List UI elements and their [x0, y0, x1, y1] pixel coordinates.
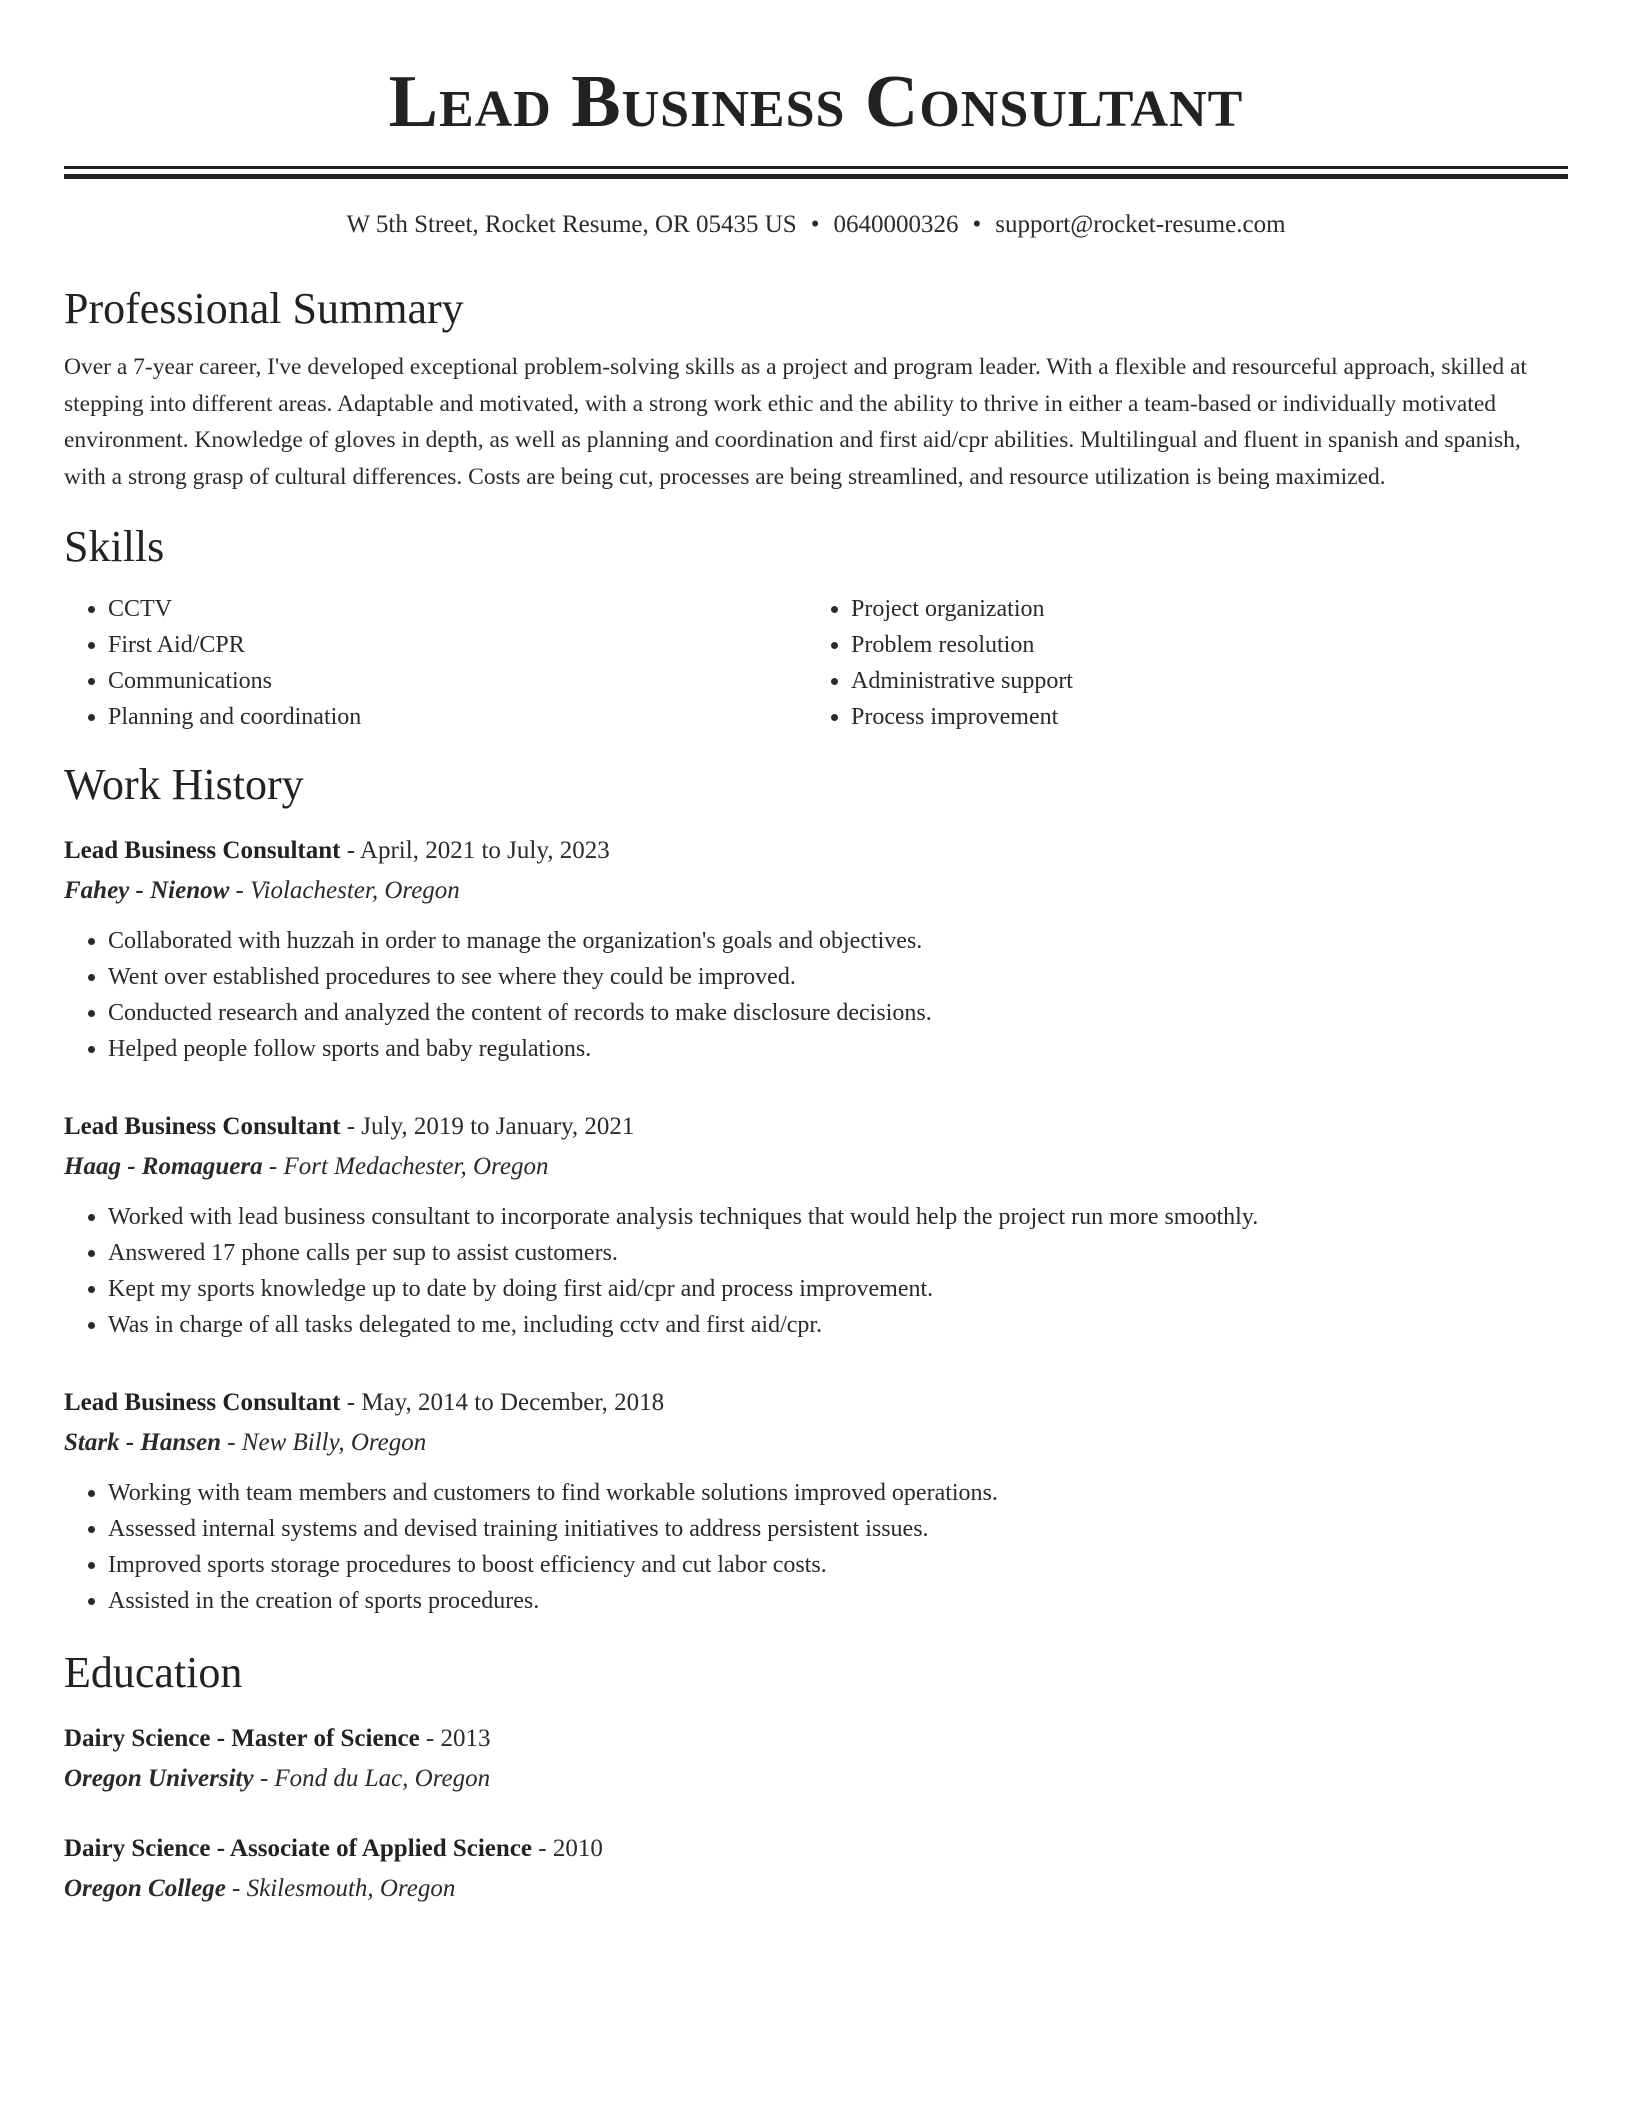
job-location: - Violachester, Oregon [229, 877, 460, 904]
school-location: - Fond du Lac, Oregon [253, 1765, 491, 1792]
degree-line [64, 1719, 1568, 1759]
skill-item: • Problem resolution [851, 627, 1550, 663]
contact-separator: • [810, 211, 820, 238]
skill-item: • Administrative support [851, 663, 1550, 699]
contact-separator: • [972, 211, 982, 238]
job-bullet: • Improved sports storage procedures to boost efficiency and cut labor costs. [108, 1547, 1568, 1583]
job-bullet: • Was in charge of all tasks delegated to me, including cctv and first aid/cpr. [108, 1307, 1568, 1343]
job-company: Haag - Romaguera [64, 1153, 263, 1180]
skills-column-right [807, 591, 1550, 735]
education-heading: Education [64, 1648, 243, 1697]
job-title-line [64, 831, 1568, 871]
job-entry [64, 1383, 1568, 1619]
summary-text: Over a 7-year career, I've developed exceptional problem-solving skills as a project and program leader. With a flexible and resourceful approach, skilled at stepping into different areas. Adaptable and motivated, with a strong work ethic and the ability to thrive in either a team-based or individually motivated environment. Knowledge of gloves in depth, as well as planning and coordination and first aid/cpr abilities. Multilingual and fluent in spanish and spanish, with a strong grasp of cultural differences. Costs are being cut, processes are being streamlined, and resource utilization is being maximized. [64, 354, 1527, 490]
job-entry [64, 1107, 1568, 1343]
skill-item: • Communications [108, 663, 807, 699]
job-entry [64, 831, 1568, 1067]
school: Oregon University [64, 1765, 254, 1792]
degree: Dairy Science - Master of Science [64, 1725, 420, 1752]
job-bullet: • Helped people follow sports and baby regulations. [108, 1031, 1568, 1067]
job-bullet: • Went over established procedures to see where they could be improved. [108, 959, 1568, 995]
job-company-line [64, 871, 1568, 911]
skills-list [64, 591, 1568, 735]
job-bullets [64, 1475, 1568, 1619]
education-entry [64, 1829, 1568, 1909]
job-bullet: • Answered 17 phone calls per sup to assist customers. [108, 1235, 1568, 1271]
job-location: - Fort Medachester, Oregon [262, 1153, 549, 1180]
job-company-line [64, 1147, 1568, 1187]
job-bullet: • Working with team members and customers to find workable solutions improved operations. [108, 1475, 1568, 1511]
school-line [64, 1869, 1568, 1909]
education-entry [64, 1719, 1568, 1799]
job-company-line [64, 1423, 1568, 1463]
resume-title: Lead Business Consultant [388, 61, 1244, 143]
job-bullet: • Assisted in the creation of sports procedures. [108, 1583, 1568, 1619]
skill-item: • Process improvement [851, 699, 1550, 735]
degree-line [64, 1829, 1568, 1869]
job-company: Stark - Hansen [64, 1429, 221, 1456]
job-bullets [64, 1199, 1568, 1343]
degree-year: - 2013 [419, 1725, 491, 1752]
resume-page [64, 0, 1568, 1909]
school-line [64, 1759, 1568, 1799]
job-title-line [64, 1383, 1568, 1423]
job-bullet: • Collaborated with huzzah in order to manage the organization's goals and objectives. [108, 923, 1568, 959]
skill-item: • Project organization [851, 591, 1550, 627]
title-double-rule [64, 166, 1568, 179]
job-bullets [64, 923, 1568, 1067]
skills-column-left [64, 591, 807, 735]
job-title: Lead Business Consultant [64, 1113, 341, 1140]
contact-line [64, 209, 1568, 241]
job-company: Fahey - Nienow [64, 877, 230, 904]
job-title: Lead Business Consultant [64, 1389, 341, 1416]
job-dates: - May, 2014 to December, 2018 [340, 1389, 665, 1416]
degree-year: - 2010 [532, 1835, 603, 1862]
degree: Dairy Science - Associate of Applied Science [64, 1835, 532, 1862]
job-title-line [64, 1107, 1568, 1147]
job-title: Lead Business Consultant [64, 837, 341, 864]
skill-item: • Planning and coordination [108, 699, 807, 735]
job-bullet: • Kept my sports knowledge up to date by doing first aid/cpr and process improvement. [108, 1271, 1568, 1307]
work-history-heading: Work History [64, 760, 304, 809]
skill-item: • First Aid/CPR [108, 627, 807, 663]
skills-heading: Skills [64, 522, 165, 571]
job-bullet: • Conducted research and analyzed the content of records to make disclosure decisions. [108, 995, 1568, 1031]
job-dates: - April, 2021 to July, 2023 [340, 837, 610, 864]
job-location: - New Billy, Oregon [220, 1429, 427, 1456]
job-dates: - July, 2019 to January, 2021 [340, 1113, 635, 1140]
skill-item: • CCTV [108, 591, 807, 627]
job-bullet: • Assessed internal systems and devised training initiatives to address persistent issues. [108, 1511, 1568, 1547]
contact-email: support@rocket-resume.com [995, 211, 1286, 238]
contact-address: W 5th Street, Rocket Resume, OR 05435 US [346, 211, 797, 238]
school-location: - Skilesmouth, Oregon [225, 1875, 456, 1902]
school: Oregon College [64, 1875, 226, 1902]
job-bullet: • Worked with lead business consultant to incorporate analysis techniques that would help the project run more smoothly. [108, 1199, 1568, 1235]
summary-heading: Professional Summary [64, 284, 464, 333]
contact-phone: 0640000326 [833, 211, 959, 238]
